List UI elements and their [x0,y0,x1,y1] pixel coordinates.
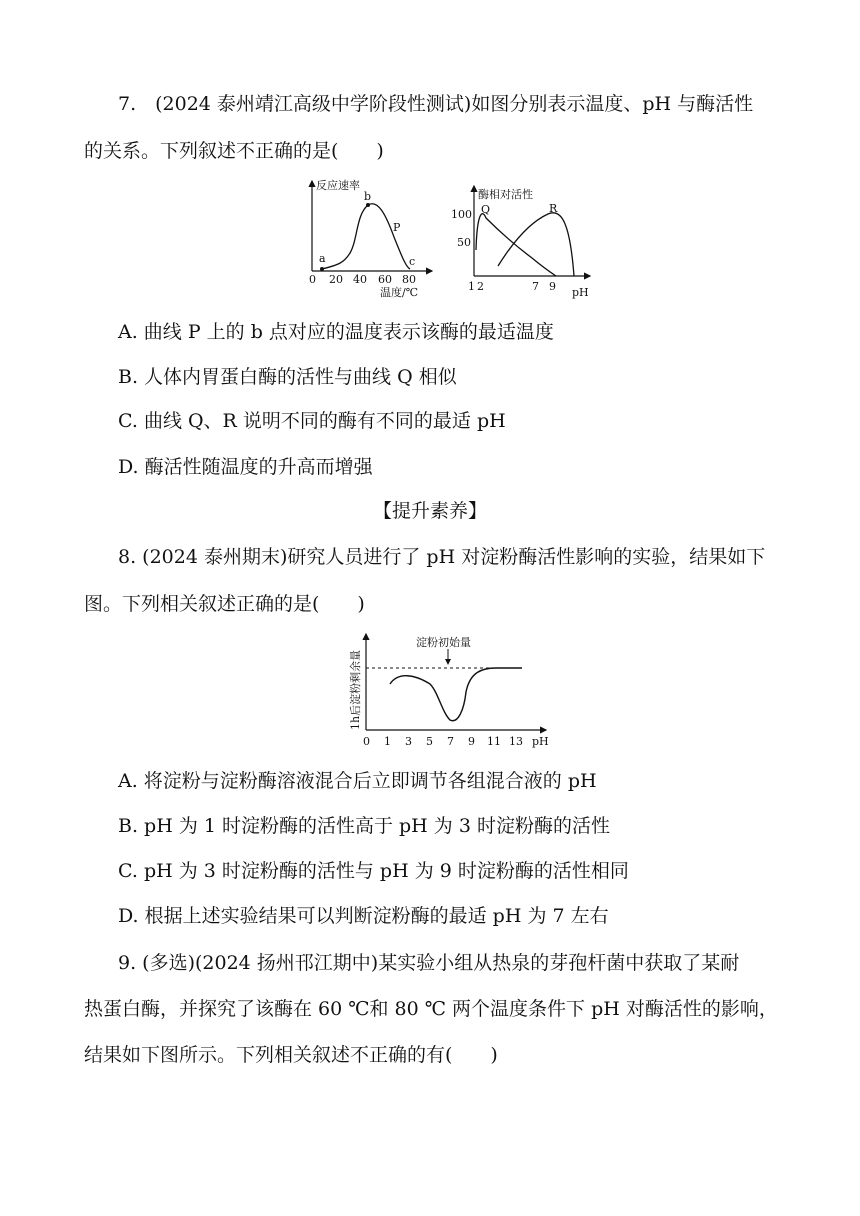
q8-line-1: 8. (2024 泰州期末)研究人员进行了 pH 对淀粉酶活性影响的实验，结果如下 [118,546,766,568]
y-tick-100: 100 [451,208,472,221]
point-a [320,267,324,271]
curve-p [322,204,410,269]
x-tick-9: 9 [549,280,556,293]
point-a-label: a [319,252,326,265]
x-tick-40: 40 [353,273,367,286]
y-axis-label: 1h后淀粉剩余量 [349,649,362,730]
x-tick-80: 80 [402,273,416,286]
section-heading: 【提升素养】 [372,500,487,522]
curve-q-label: Q [481,203,491,216]
x-axis-label: pH [572,286,589,299]
x-tick-3: 3 [405,735,412,748]
curve-p-label: P [393,221,401,234]
point-c-label: c [409,255,416,268]
y-axis-label: 酶相对活性 [478,188,533,201]
y-axis-label: 反应速率 [316,179,360,192]
x-axis-label: pH [532,735,549,748]
q7-figure-ph [446,180,596,302]
curve-q [476,214,556,276]
q8-option-d: D. 根据上述实验结果可以判断淀粉酶的最适 pH 为 7 左右 [118,905,609,927]
q9-line-1: 9. (多选)(2024 扬州邗江期中)某实验小组从热泉的芽孢杆菌中获取了某耐 [118,952,740,974]
q9-line-2: 热蛋白酶，并探究了该酶在 60 ℃和 80 ℃ 两个温度条件下 pH 对酶活性的影响， [84,998,778,1020]
q8-option-b: B. pH 为 1 时淀粉酶的活性高于 pH 为 3 时淀粉酶的活性 [118,815,610,837]
x-tick-7: 7 [532,280,539,293]
x-tick-1: 1 [468,280,475,293]
x-tick-0: 0 [309,273,316,286]
q7-option-b: B. 人体内胃蛋白酶的活性与曲线 Q 相似 [118,366,457,388]
curve-r-label: R [549,202,558,215]
annotation-label: 淀粉初始量 [416,636,471,649]
x-tick-5: 5 [426,735,433,748]
q8-figure-starch [346,630,556,750]
q7-line-1: 7. (2024 泰州靖江高级中学阶段性测试)如图分别表示温度、pH 与酶活性 [118,93,754,115]
x-tick-60: 60 [378,273,392,286]
q7-option-a: A. 曲线 P 上的 b 点对应的温度表示该酶的最适温度 [118,321,554,343]
x-tick-1: 1 [384,735,391,748]
x-tick-13: 13 [509,735,523,748]
q8-line-2: 图。下列相关叙述正确的是( ) [84,593,365,615]
starch-curve [390,668,522,721]
q7-line-2: 的关系。下列叙述不正确的是( ) [84,140,384,162]
point-b [366,203,370,207]
q7-option-c: C. 曲线 Q、R 说明不同的酶有不同的最适 pH [118,410,506,432]
x-tick-7: 7 [447,735,454,748]
x-tick-0: 0 [363,735,370,748]
q9-line-3: 结果如下图所示。下列相关叙述不正确的有( ) [84,1044,498,1066]
point-b-label: b [364,190,372,203]
y-tick-50: 50 [457,236,471,249]
q8-option-c: C. pH 为 3 时淀粉酶的活性与 pH 为 9 时淀粉酶的活性相同 [118,860,629,882]
q7-figure-temperature [298,175,438,303]
x-tick-9: 9 [468,735,475,748]
q8-option-a: A. 将淀粉与淀粉酶溶液混合后立即调节各组混合液的 pH [118,770,597,792]
curve-r [498,213,574,276]
x-tick-11: 11 [487,735,501,748]
x-tick-20: 20 [329,273,343,286]
x-axis-label: 温度/℃ [380,286,419,299]
x-tick-2: 2 [477,280,484,293]
q7-option-d: D. 酶活性随温度的升高而增强 [118,456,373,478]
